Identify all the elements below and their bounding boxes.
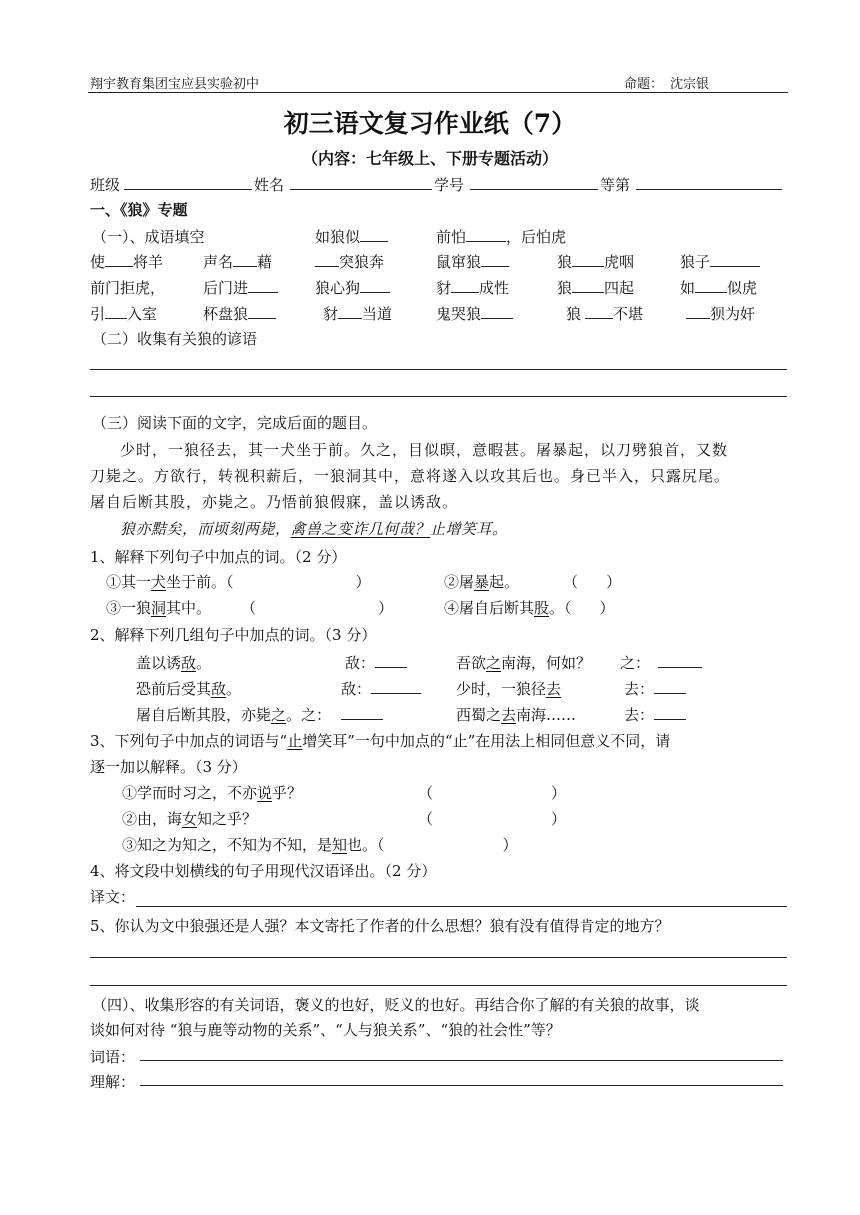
- part2-label: （二）收集有关狼的谚语: [92, 330, 258, 348]
- info-name-label: 姓名: [254, 176, 285, 194]
- proverb-answer-line[interactable]: [90, 369, 787, 370]
- part1-label: （一）、成语填空: [92, 228, 205, 246]
- idiom-blank[interactable]: [360, 227, 388, 242]
- idiom-item: 豺 成性: [436, 279, 510, 297]
- info-name-blank[interactable]: [290, 175, 432, 190]
- header-school: 翔宇教育集团宝应县实验初中: [90, 77, 260, 92]
- q3-paren: （ ）: [418, 810, 567, 828]
- idiom-item: 后门进: [203, 277, 278, 298]
- page-subtitle: （内容：七年级上、下册专题活动）: [301, 149, 558, 168]
- idiom-item: 狼心狗: [315, 277, 390, 298]
- q2-item: 敌：: [341, 678, 421, 699]
- q2-item: 恐前后受其敌。: [136, 680, 242, 698]
- idiom-item: 突狼奔: [315, 251, 384, 272]
- passage-line: 屠自后断其股，亦毙之。乃悟前狼假寐，盖以诱敌。: [90, 493, 459, 511]
- idiom-item: 狼 虎咽: [557, 253, 635, 271]
- passage-line: 少时，一狼径去，其一犬坐于前。久之，目似暝，意暇甚。屠暴起，以刀劈狼首，又数: [120, 441, 729, 459]
- idiom-item: 如狼似: [315, 226, 388, 247]
- idiom-blank[interactable]: [572, 252, 604, 267]
- q3-item-2: ②由，诲女知之乎？: [122, 810, 258, 828]
- idiom-item: 狈为奸: [686, 303, 755, 324]
- section-1-heading: 一、《狼》专题: [90, 201, 188, 219]
- idiom-item: 狼 四起: [557, 279, 635, 297]
- idiom-item: 如 似虎: [680, 279, 758, 297]
- question-3-stem: 3、下列句子中加点的词语与“止增笑耳”一句中加点的“止”在用法上相同但意义不同，请: [90, 732, 671, 750]
- q2-item: 去：: [624, 678, 686, 699]
- question-4-stem: 4、将文段中划横线的句子用现代汉语译出。（2 分）: [90, 862, 437, 880]
- translation-answer-line[interactable]: [136, 906, 787, 907]
- info-class-blank[interactable]: [124, 175, 252, 190]
- idiom-item: 引 入室: [90, 305, 158, 323]
- part4-line-2: 谈如何对待 “狼与鹿等动物的关系”、“人与狼关系”、“狼的社会性”等？: [90, 1021, 561, 1039]
- idiom-item: 鬼哭狼: [436, 303, 513, 324]
- info-id-label: 学号: [434, 176, 465, 194]
- idiom-blank[interactable]: [481, 252, 509, 267]
- q1-item-1: ①其一犬坐于前。（ ）: [106, 573, 371, 591]
- q3-paren: （ ）: [418, 784, 567, 802]
- info-grade-label: 等第: [600, 176, 631, 194]
- words-answer-line[interactable]: [140, 1060, 783, 1061]
- passage-line: 狼亦黠矣，而顷刻两毙，禽兽之变诈几何哉？止增笑耳。: [120, 520, 508, 538]
- idiom-item: 狼 不堪: [566, 305, 644, 323]
- idiom-blank[interactable]: [105, 304, 127, 319]
- q1-item-4: ④屠自后断其股。（ ）: [444, 599, 615, 617]
- info-grade-blank[interactable]: [636, 175, 782, 190]
- q1-item-2: ②屠暴起。 （ ）: [444, 573, 622, 591]
- idiom-blank[interactable]: [248, 304, 276, 319]
- understanding-answer-line[interactable]: [140, 1085, 783, 1086]
- idiom-blank[interactable]: [451, 278, 479, 293]
- q1-item-3: ③一狼洞其中。 （ ）: [106, 599, 394, 617]
- q3-item-1: ①学而时习之，不亦说乎？: [122, 784, 303, 802]
- q5-answer-line[interactable]: [90, 957, 787, 958]
- idiom-blank[interactable]: [360, 278, 390, 293]
- understanding-label: 理解：: [90, 1073, 136, 1091]
- passage-line: 刀毙之。方欲行，转视积薪后，一狼洞其中，意将遂入以攻其后也。身已半入，只露尻尾。: [90, 467, 731, 485]
- q3-item-3: ③知之为知之，不知为不知，是知也。（ ）: [122, 836, 518, 854]
- idiom-item: 狼子: [680, 251, 760, 272]
- idiom-blank[interactable]: [481, 304, 513, 319]
- idiom-item: 前怕 ，后怕虎: [436, 228, 567, 246]
- q2-blank[interactable]: [341, 705, 383, 720]
- idiom-blank[interactable]: [466, 227, 506, 242]
- q2-item: 盖以诱敌。: [136, 654, 212, 672]
- idiom-blank[interactable]: [686, 304, 710, 319]
- header-author: 沈宗银: [670, 77, 710, 92]
- idiom-item: 杯盘狼: [203, 303, 276, 324]
- q2-item: 吾欲之南海，何如？: [456, 654, 592, 672]
- idiom-item: 使 将羊: [90, 253, 164, 271]
- idiom-blank[interactable]: [695, 278, 727, 293]
- q2-item: 之：: [620, 652, 702, 673]
- translation-label: 译文：: [90, 888, 136, 906]
- idiom-item: 前门拒虎，: [90, 279, 166, 297]
- idiom-blank[interactable]: [248, 278, 278, 293]
- idiom-blank[interactable]: [572, 278, 604, 293]
- words-label: 词语：: [90, 1048, 136, 1066]
- question-5-stem: 5、你认为文中狼强还是人强？本文寄托了作者的什么思想？狼有没有值得肯定的地方？: [90, 917, 670, 935]
- proverb-answer-line[interactable]: [90, 396, 787, 397]
- q5-answer-line[interactable]: [90, 985, 787, 986]
- q2-blank[interactable]: [654, 679, 686, 694]
- header-author-label: 命题：: [624, 77, 664, 92]
- q2-blank[interactable]: [658, 653, 702, 668]
- info-id-blank[interactable]: [470, 175, 598, 190]
- q2-blank[interactable]: [654, 705, 686, 720]
- idiom-item: 豺 当道: [323, 305, 393, 323]
- q2-blank[interactable]: [371, 679, 421, 694]
- q2-blank[interactable]: [375, 653, 407, 668]
- idiom-blank[interactable]: [710, 252, 760, 267]
- q2-item: 敌：: [345, 652, 407, 673]
- question-2-stem: 2、解释下列几组句子中加点的词。（3 分）: [90, 626, 377, 644]
- question-3-stem-cont: 逐一加以解释。（3 分）: [90, 758, 247, 776]
- q2-item: 少时，一狼径去: [456, 680, 562, 698]
- idiom-blank[interactable]: [315, 252, 339, 267]
- q2-item: 去：: [624, 704, 686, 725]
- q2-item: 西蜀之去南海……: [456, 706, 577, 724]
- idiom-item: 鼠窜狼: [436, 251, 509, 272]
- q2-item: 屠自后断其股，亦毙之。之：: [136, 704, 383, 725]
- info-class-label: 班级: [90, 176, 121, 194]
- part4-line-1: （四）、收集形容的有关词语，褒义的也好，贬义的也好。再结合你了解的有关狼的故事，谈: [92, 996, 700, 1014]
- idiom-blank[interactable]: [233, 252, 257, 267]
- question-1-stem: 1、解释下列句子中加点的词。（2 分）: [90, 548, 347, 566]
- idiom-item: 声名 藉: [203, 253, 273, 271]
- part3-label: （三）阅读下面的文字，完成后面的题目。: [92, 414, 378, 432]
- header-rule: [88, 92, 788, 93]
- idiom-blank[interactable]: [585, 304, 613, 319]
- idiom-blank[interactable]: [338, 304, 362, 319]
- underlined-sentence: 禽兽之变诈几何哉？: [290, 520, 431, 538]
- idiom-blank[interactable]: [105, 252, 133, 267]
- page-title: 初三语文复习作业纸（7）: [283, 109, 577, 138]
